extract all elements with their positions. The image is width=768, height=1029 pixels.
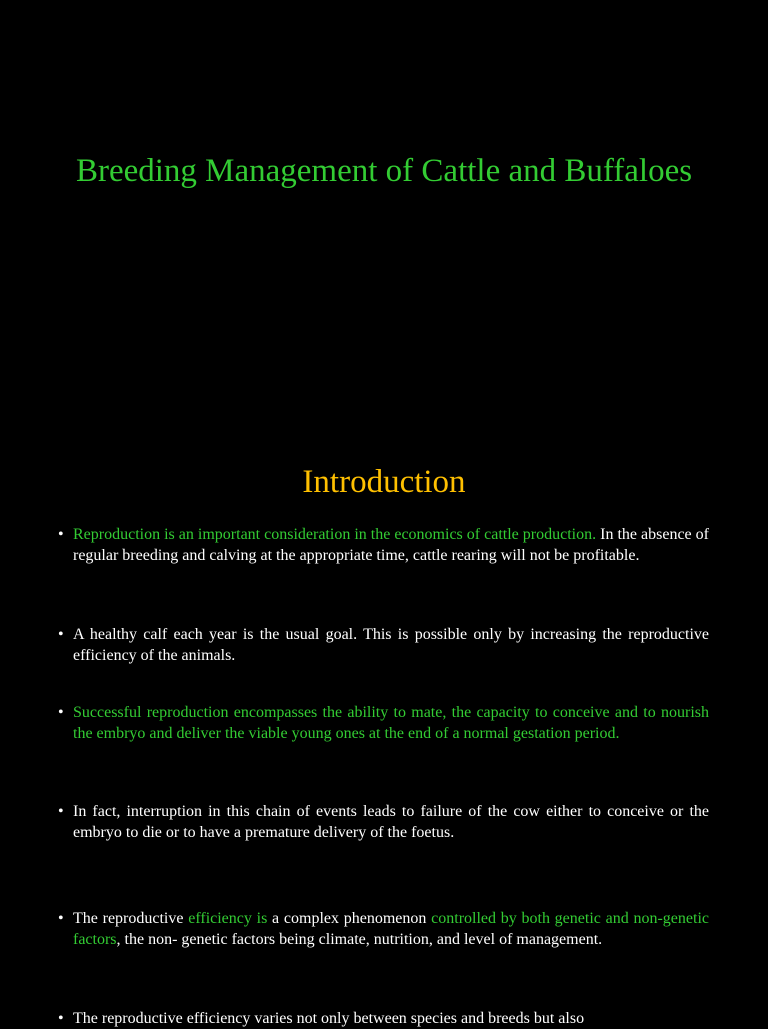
- highlighted-text: efficiency is: [188, 910, 268, 927]
- list-item: [58, 908, 709, 950]
- bullet-text: [73, 801, 709, 843]
- list-item: [58, 624, 709, 666]
- bullet-dot-icon: •: [58, 526, 64, 543]
- list-item: [58, 524, 709, 566]
- bullet-text: [73, 702, 709, 744]
- body-text: The reproductive efficiency varies not only between species and breeds but also: [73, 1010, 585, 1027]
- highlighted-text: Successful reproduction encompasses the ability to mate, the capacity to conceive and to nourish the embryo and deliver the viable young ones at the end of a normal gestation period.: [73, 704, 709, 742]
- body-text: In the absence of regular breeding and calving at the appropriate time, cattle rearing will not be profitable.: [73, 526, 709, 564]
- body-text: The reproductive: [73, 910, 189, 927]
- bullet-text: [73, 908, 709, 950]
- highlighted-text: Reproduction is an important consideration in the economics of cattle production.: [73, 526, 597, 543]
- list-item: [58, 702, 709, 744]
- body-text: A healthy calf each year is the usual goal. This is possible only by increasing the reproductive efficiency of the animals.: [73, 626, 709, 664]
- bullet-dot-icon: •: [58, 704, 64, 721]
- bullet-dot-icon: •: [58, 626, 64, 643]
- bullet-text: [73, 1008, 709, 1029]
- list-item: [58, 801, 709, 843]
- highlighted-text: controlled by both genetic and non-genetic factors: [73, 910, 709, 948]
- body-text: , the non- genetic factors being climate, nutrition, and level of management.: [116, 931, 603, 948]
- bullet-dot-icon: •: [58, 1010, 64, 1027]
- bullet-text: [73, 524, 709, 566]
- introduction-heading: Introduction: [302, 464, 466, 500]
- bullet-dot-icon: •: [58, 803, 64, 820]
- body-text: a complex phenomenon: [267, 910, 432, 927]
- introduction-slide: [0, 440, 768, 1027]
- slide-title: Breeding Management of Cattle and Buffaloes: [75, 153, 693, 189]
- list-item: [58, 1008, 709, 1029]
- body-text: In fact, interruption in this chain of events leads to failure of the cow either to conceive or the embryo to die or to have a premature delivery of the foetus.: [73, 803, 709, 841]
- bullet-dot-icon: •: [58, 910, 64, 927]
- bullet-text: [73, 624, 709, 666]
- title-slide: [0, 0, 768, 440]
